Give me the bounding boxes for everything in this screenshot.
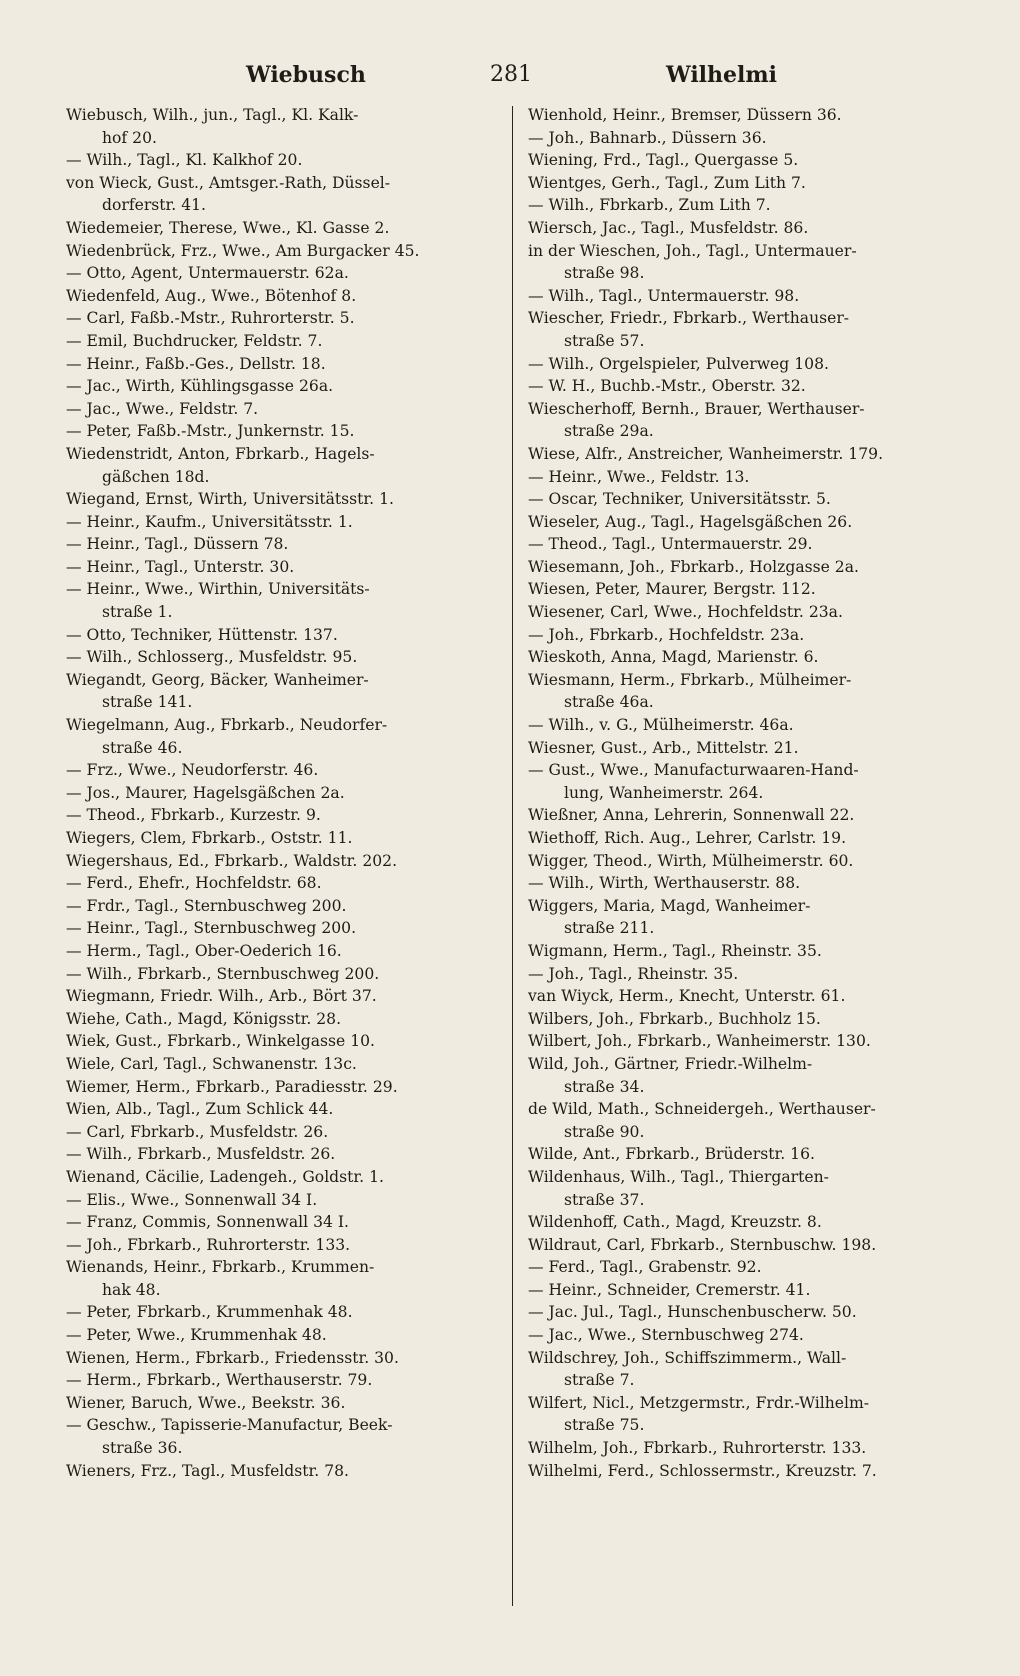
directory-entry-line: Wigmann, Herm., Tagl., Rheinstr. 35. [528,941,822,960]
directory-entry-line: Wiesner, Gust., Arb., Mittelstr. 21. [528,738,799,757]
directory-entry-line: Wiedemeier, Therese, Wwe., Kl. Gasse 2. [66,218,390,237]
directory-entry-line: — Heinr., Wwe., Feldstr. 13. [528,467,750,486]
directory-entry-line: — Wilh., Fbrkarb., Musfeldstr. 26. [66,1145,336,1164]
directory-entry-line: Wilfert, Nicl., Metzgermstr., Frdr.-Wilhelm- [528,1393,870,1412]
directory-entry-line: — Wilh., v. G., Mülheimerstr. 46a. [528,716,794,735]
entry-continuation-line: straße 29a. [564,422,654,441]
directory-entry-line: — Heinr., Schneider, Cremerstr. 41. [528,1280,811,1299]
entry-continuation-line: straße 1. [102,603,173,622]
directory-entry-line: — Heinr., Wwe., Wirthin, Universitäts- [66,580,370,599]
entry-continuation-line: straße 37. [564,1190,645,1209]
directory-entry-line: Wiegand, Ernst, Wirth, Universitätsstr. 1. [66,490,394,509]
directory-entry-line: van Wiyck, Herm., Knecht, Unterstr. 61. [528,987,846,1006]
directory-entry-line: — Joh., Fbrkarb., Ruhrorterstr. 133. [66,1235,351,1254]
directory-entry-line: — Theod., Fbrkarb., Kurzestr. 9. [66,806,321,825]
directory-entry-line: Wildenhoff, Cath., Magd, Kreuzstr. 8. [528,1213,822,1232]
directory-entry-line: — Peter, Wwe., Krummenhak 48. [66,1326,327,1345]
page-header [66,56,946,96]
directory-entry-line: Wiescherhoff, Bernh., Brauer, Werthauser- [528,399,865,418]
directory-entry-line: — Gust., Wwe., Manufacturwaaren-Hand- [528,761,859,780]
entry-continuation-line: straße 46. [102,738,183,757]
entry-continuation-line: straße 36. [102,1439,183,1458]
directory-entry-line: Wigger, Theod., Wirth, Mülheimerstr. 60. [528,851,854,870]
directory-entry-line: — Joh., Tagl., Rheinstr. 35. [528,964,739,983]
directory-entry-line: — Heinr., Kaufm., Universitätsstr. 1. [66,512,353,531]
directory-entry-line: Wilbers, Joh., Fbrkarb., Buchholz 15. [528,1009,821,1028]
directory-entry-line: — Wilh., Tagl., Kl. Kalkhof 20. [66,151,303,170]
directory-entry-line: — W. H., Buchb.-Mstr., Oberstr. 32. [528,377,806,396]
directory-entry-line: Wiemer, Herm., Fbrkarb., Paradiesstr. 29. [66,1077,398,1096]
directory-entry-line: Wiening, Frd., Tagl., Quergasse 5. [528,151,799,170]
entry-continuation-line: straße 7. [564,1371,635,1390]
entry-continuation-line: straße 57. [564,331,645,350]
entry-continuation-line: straße 98. [564,264,645,283]
directory-entry-line: Wiele, Carl, Tagl., Schwanenstr. 13c. [66,1054,357,1073]
directory-entry-line: Wildraut, Carl, Fbrkarb., Sternbuschw. 198. [528,1235,877,1254]
directory-entry-line: Wiedenbrück, Frz., Wwe., Am Burgacker 45. [66,241,420,260]
directory-entry-line: — Joh., Fbrkarb., Hochfeldstr. 23a. [528,625,805,644]
directory-entry-line: Wieskoth, Anna, Magd, Marienstr. 6. [528,648,819,667]
directory-entry-line: Wiedenstridt, Anton, Fbrkarb., Hagels- [66,444,375,463]
directory-entry-line: — Heinr., Tagl., Sternbuschweg 200. [66,919,357,938]
directory-entry-line: — Heinr., Tagl., Düssern 78. [66,535,289,554]
directory-entry-line: Wießner, Anna, Lehrerin, Sonnenwall 22. [528,806,855,825]
directory-entry-line: de Wild, Math., Schneidergeh., Werthauser- [528,1100,876,1119]
page-number: 281 [490,62,532,87]
directory-entry-line: Wiersch, Jac., Tagl., Musfeldstr. 86. [528,218,809,237]
directory-entry-line: Wiese, Alfr., Anstreicher, Wanheimerstr. 179. [528,444,884,463]
entry-continuation-line: straße 211. [564,919,655,938]
directory-entry-line: Wiescher, Friedr., Fbrkarb., Werthauser- [528,309,850,328]
directory-entry-line: — Ferd., Ehefr., Hochfeldstr. 68. [66,874,322,893]
directory-entry-line: — Elis., Wwe., Sonnenwall 34 I. [66,1190,318,1209]
directory-entry-line: Wienen, Herm., Fbrkarb., Friedensstr. 30. [66,1348,399,1367]
directory-entry-line: — Otto, Techniker, Hüttenstr. 137. [66,625,338,644]
directory-entry-line: — Otto, Agent, Untermauerstr. 62a. [66,264,349,283]
directory-entry-line: Wiehe, Cath., Magd, Königsstr. 28. [66,1009,342,1028]
directory-entry-line: Wiegelmann, Aug., Fbrkarb., Neudorfer- [66,716,388,735]
directory-entry-line: — Jac., Wwe., Feldstr. 7. [66,399,259,418]
directory-entry-line: — Jac., Wwe., Sternbuschweg 274. [528,1326,804,1345]
directory-entry-line: Wiesen, Peter, Maurer, Bergstr. 112. [528,580,816,599]
directory-entry-line: — Herm., Tagl., Ober-Oederich 16. [66,941,342,960]
directory-entry-line: Wildenhaus, Wilh., Tagl., Thiergarten- [528,1167,829,1186]
directory-entry-line: Wilde, Ant., Fbrkarb., Brüderstr. 16. [528,1145,815,1164]
directory-entry-line: — Emil, Buchdrucker, Feldstr. 7. [66,331,323,350]
directory-entry-line: Wiggers, Maria, Magd, Wanheimer- [528,896,811,915]
entry-continuation-line: gäßchen 18d. [102,467,210,486]
directory-entry-line: Wiegershaus, Ed., Fbrkarb., Waldstr. 202. [66,851,398,870]
directory-entry-line: — Joh., Bahnarb., Düssern 36. [528,128,767,147]
entry-continuation-line: hof 20. [102,128,157,147]
directory-entry-line: Wiek, Gust., Fbrkarb., Winkelgasse 10. [66,1032,375,1051]
directory-entry-line: Wiegers, Clem, Fbrkarb., Oststr. 11. [66,829,353,847]
directory-entry-line: Wildschrey, Joh., Schiffszimmerm., Wall- [528,1348,847,1367]
directory-entry-line: — Heinr., Tagl., Unterstr. 30. [66,557,295,576]
directory-entry-line: — Carl, Fbrkarb., Musfeldstr. 26. [66,1122,329,1141]
entry-continuation-line: lung, Wanheimerstr. 264. [564,783,764,802]
right-column [528,104,958,1482]
entry-continuation-line: straße 90. [564,1122,645,1141]
directory-entry-line: — Franz, Commis, Sonnenwall 34 I. [66,1213,350,1232]
directory-entry-line: Wild, Joh., Gärtner, Friedr.-Wilhelm- [528,1054,813,1073]
entry-continuation-line: straße 46a. [564,693,654,712]
header-right-keyword: Wilhelmi [666,62,778,88]
directory-entry-line: — Frz., Wwe., Neudorferstr. 46. [66,761,319,780]
directory-entry-line: Wientges, Gerh., Tagl., Zum Lith 7. [528,173,806,192]
entry-continuation-line: straße 141. [102,693,193,712]
directory-entry-line: Wiegmann, Friedr. Wilh., Arb., Bört 37. [66,987,377,1006]
directory-entry-line: Wiener, Baruch, Wwe., Beekstr. 36. [66,1393,346,1412]
entry-continuation-line: hak 48. [102,1280,161,1299]
directory-entry-line: Wienands, Heinr., Fbrkarb., Krummen- [66,1258,375,1277]
directory-entry-line: — Peter, Faßb.-Mstr., Junkernstr. 15. [66,422,355,441]
directory-entry-line: — Jos., Maurer, Hagelsgäßchen 2a. [66,783,345,802]
directory-entry-line: — Heinr., Faßb.-Ges., Dellstr. 18. [66,354,326,373]
directory-entry-line: — Wilh., Wirth, Werthauserstr. 88. [528,874,801,893]
directory-entry-line: — Wilh., Schlosserg., Musfeldstr. 95. [66,648,358,667]
entry-continuation-line: straße 34. [564,1077,645,1096]
directory-entry-line: Wienhold, Heinr., Bremser, Düssern 36. [528,106,842,124]
entry-continuation-line: straße 75. [564,1416,645,1435]
directory-entry-line: — Ferd., Tagl., Grabenstr. 92. [528,1258,762,1277]
directory-entry-line: von Wieck, Gust., Amtsger.-Rath, Düssel- [66,173,391,192]
directory-entry-line: Wiedenfeld, Aug., Wwe., Bötenhof 8. [66,286,357,305]
entry-continuation-line: dorferstr. 41. [102,196,207,215]
directory-entry-line: — Herm., Fbrkarb., Werthauserstr. 79. [66,1371,373,1390]
directory-entry-line: Wieseler, Aug., Tagl., Hagelsgäßchen 26. [528,512,853,531]
directory-entry-line: — Theod., Tagl., Untermauerstr. 29. [528,535,813,554]
directory-entry-line: Wiesmann, Herm., Fbrkarb., Mülheimer- [528,670,852,689]
directory-entry-line: — Jac., Wirth, Kühlingsgasse 26a. [66,377,334,396]
directory-entry-line: Wiegandt, Georg, Bäcker, Wanheimer- [66,670,369,689]
directory-entry-line: — Wilh., Fbrkarb., Zum Lith 7. [528,196,771,215]
directory-entry-line: Wilbert, Joh., Fbrkarb., Wanheimerstr. 130. [528,1032,871,1051]
left-column [66,104,496,1482]
directory-entry-line: Wieners, Frz., Tagl., Musfeldstr. 78. [66,1461,350,1480]
directory-entry-line: — Wilh., Tagl., Untermauerstr. 98. [528,286,800,305]
directory-entry-line: — Carl, Faßb.-Mstr., Ruhrorterstr. 5. [66,309,355,328]
directory-entry-line: Wiesemann, Joh., Fbrkarb., Holzgasse 2a. [528,557,859,576]
directory-entry-line: Wien, Alb., Tagl., Zum Schlick 44. [66,1100,334,1119]
column-divider [512,106,513,1606]
directory-entry-line: Wilhelmi, Ferd., Schlossermstr., Kreuzstr. 7. [528,1461,877,1480]
directory-entry-line: — Wilh., Fbrkarb., Sternbuschweg 200. [66,964,380,983]
header-left-keyword: Wiebusch [246,62,366,88]
directory-entry-line: — Jac. Jul., Tagl., Hunschenbuscherw. 50. [528,1303,857,1322]
directory-entry-line: Wiebusch, Wilh., jun., Tagl., Kl. Kalk- [66,106,359,124]
directory-entry-line: Wienand, Cäcilie, Ladengeh., Goldstr. 1. [66,1167,384,1186]
directory-entry-line: — Peter, Fbrkarb., Krummenhak 48. [66,1303,353,1322]
directory-entry-line: Wiesener, Carl, Wwe., Hochfeldstr. 23a. [528,603,843,622]
directory-entry-line: — Geschw., Tapisserie-Manufactur, Beek- [66,1416,393,1435]
directory-entry-line: Wiethoff, Rich. Aug., Lehrer, Carlstr. 19. [528,829,847,847]
directory-entry-line: — Frdr., Tagl., Sternbuschweg 200. [66,896,347,915]
directory-entry-line: in der Wieschen, Joh., Tagl., Untermauer- [528,241,857,260]
directory-entry-line: Wilhelm, Joh., Fbrkarb., Ruhrorterstr. 133. [528,1439,867,1458]
directory-entry-line: — Oscar, Techniker, Universitätsstr. 5. [528,490,831,509]
directory-entry-line: — Wilh., Orgelspieler, Pulverweg 108. [528,354,829,373]
